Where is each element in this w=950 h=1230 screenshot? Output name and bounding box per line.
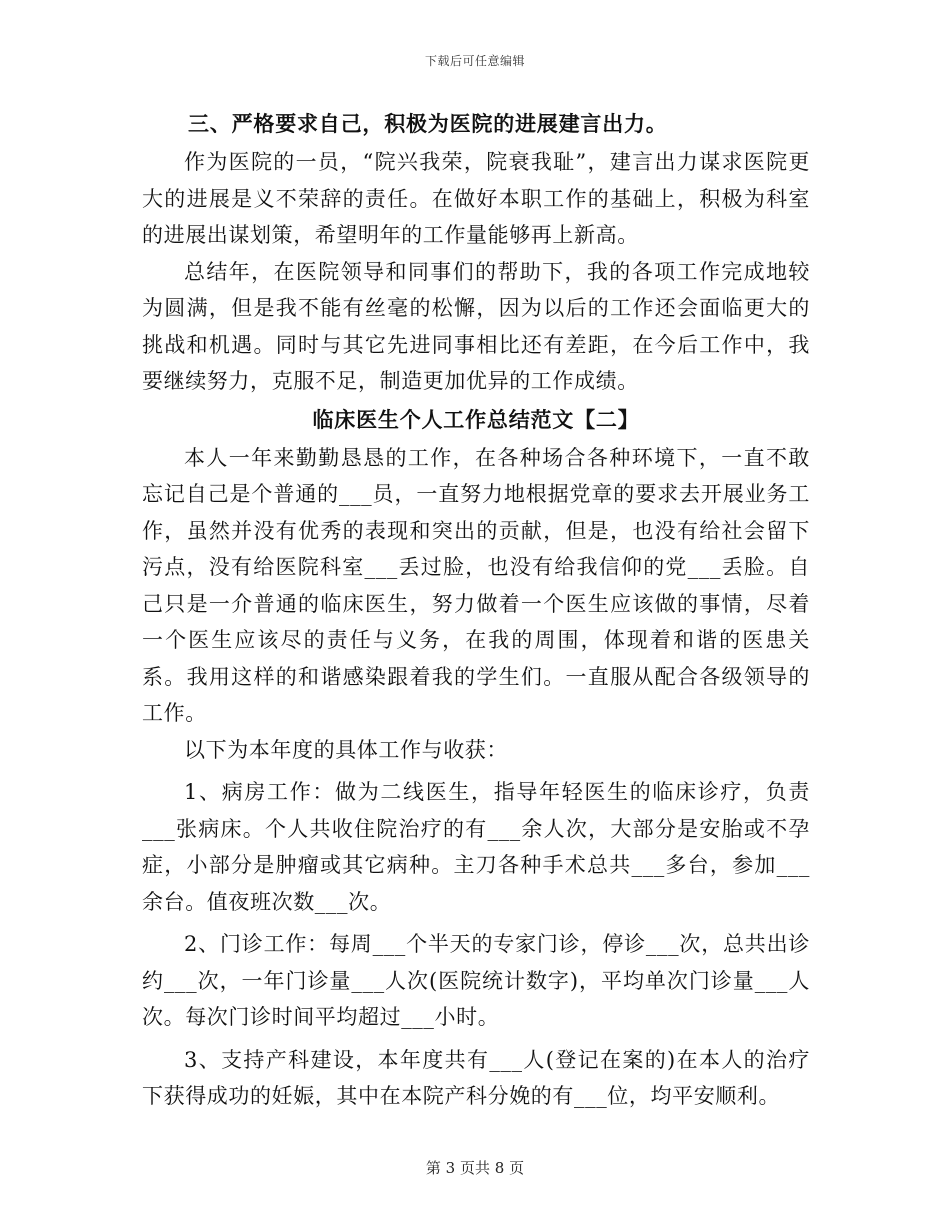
paragraph: 本人一年来勤勤恳恳的工作，在各种场合各种环境下，一直不敢忘记自己是个普通的___员，一直努力地根据党章的要求去开展业务工作，虽然并没有优秀的表现和突出的贡献，但是，也没有给社会留下污点，没有给医院科室___丢过脸，也没有给我信仰的党___丢脸。自己只是一介普通的临床医生，努力做着一个医生应该做的事情，尽着一个医生应该尽的责任与义务，在我的周围，体现着和谐的医患关系。我用这样的和谐感染跟着我的学生们。一直服从配合各级领导的工作。: [142, 445, 810, 725]
page-header: 下载后可任意编辑: [424, 54, 525, 68]
section-heading: 三、严格要求自己，积极为医院的进展建言出力。: [188, 111, 668, 136]
list-item: 2、门诊工作：每周___个半天的专家门诊，停诊___次，总共出诊约___次，一年门诊量___人次(医院统计数字)，平均单次门诊量___人次。每次门诊时间平均超过___小时。: [142, 932, 810, 1029]
list-item: 1、病房工作：做为二线医生，指导年轻医生的临床诊疗，负责___张病床。个人共收住院治疗的有___余人次，大部分是安胎或不孕症，小部分是肿瘤或其它病种。主刀各种手术总共___多台，参加___余台。值夜班次数___次。: [142, 780, 810, 914]
list-item: 3、支持产科建设，本年度共有___人(登记在案的)在本人的治疗下获得成功的妊娠，其中在本院产科分娩的有___位，均平安顺利。: [142, 1047, 810, 1108]
document-body: [142, 104, 810, 1115]
paragraph: 总结年，在医院领导和同事们的帮助下，我的各项工作完成地较为圆满，但是我不能有丝毫的松懈，因为以后的工作还会面临更大的挑战和机遇。同时与其它先进同事相比还有差距，在今后工作中，我要继续努力，克服不足，制造更加优异的工作成绩。: [142, 259, 810, 393]
page-footer: 第 3 页共 8 页: [425, 1159, 525, 1177]
paragraph: 以下为本年度的具体工作与收获：: [184, 737, 508, 762]
article-title: 临床医生个人工作总结范文【二】: [312, 406, 640, 432]
paragraph: 作为医院的一员，“院兴我荣，院衰我耻”，建言出力谋求医院更大的进展是义不荣辞的责任。在做好本职工作的基础上，积极为科室的进展出谋划策，希望明年的工作量能够再上新高。: [142, 150, 810, 247]
